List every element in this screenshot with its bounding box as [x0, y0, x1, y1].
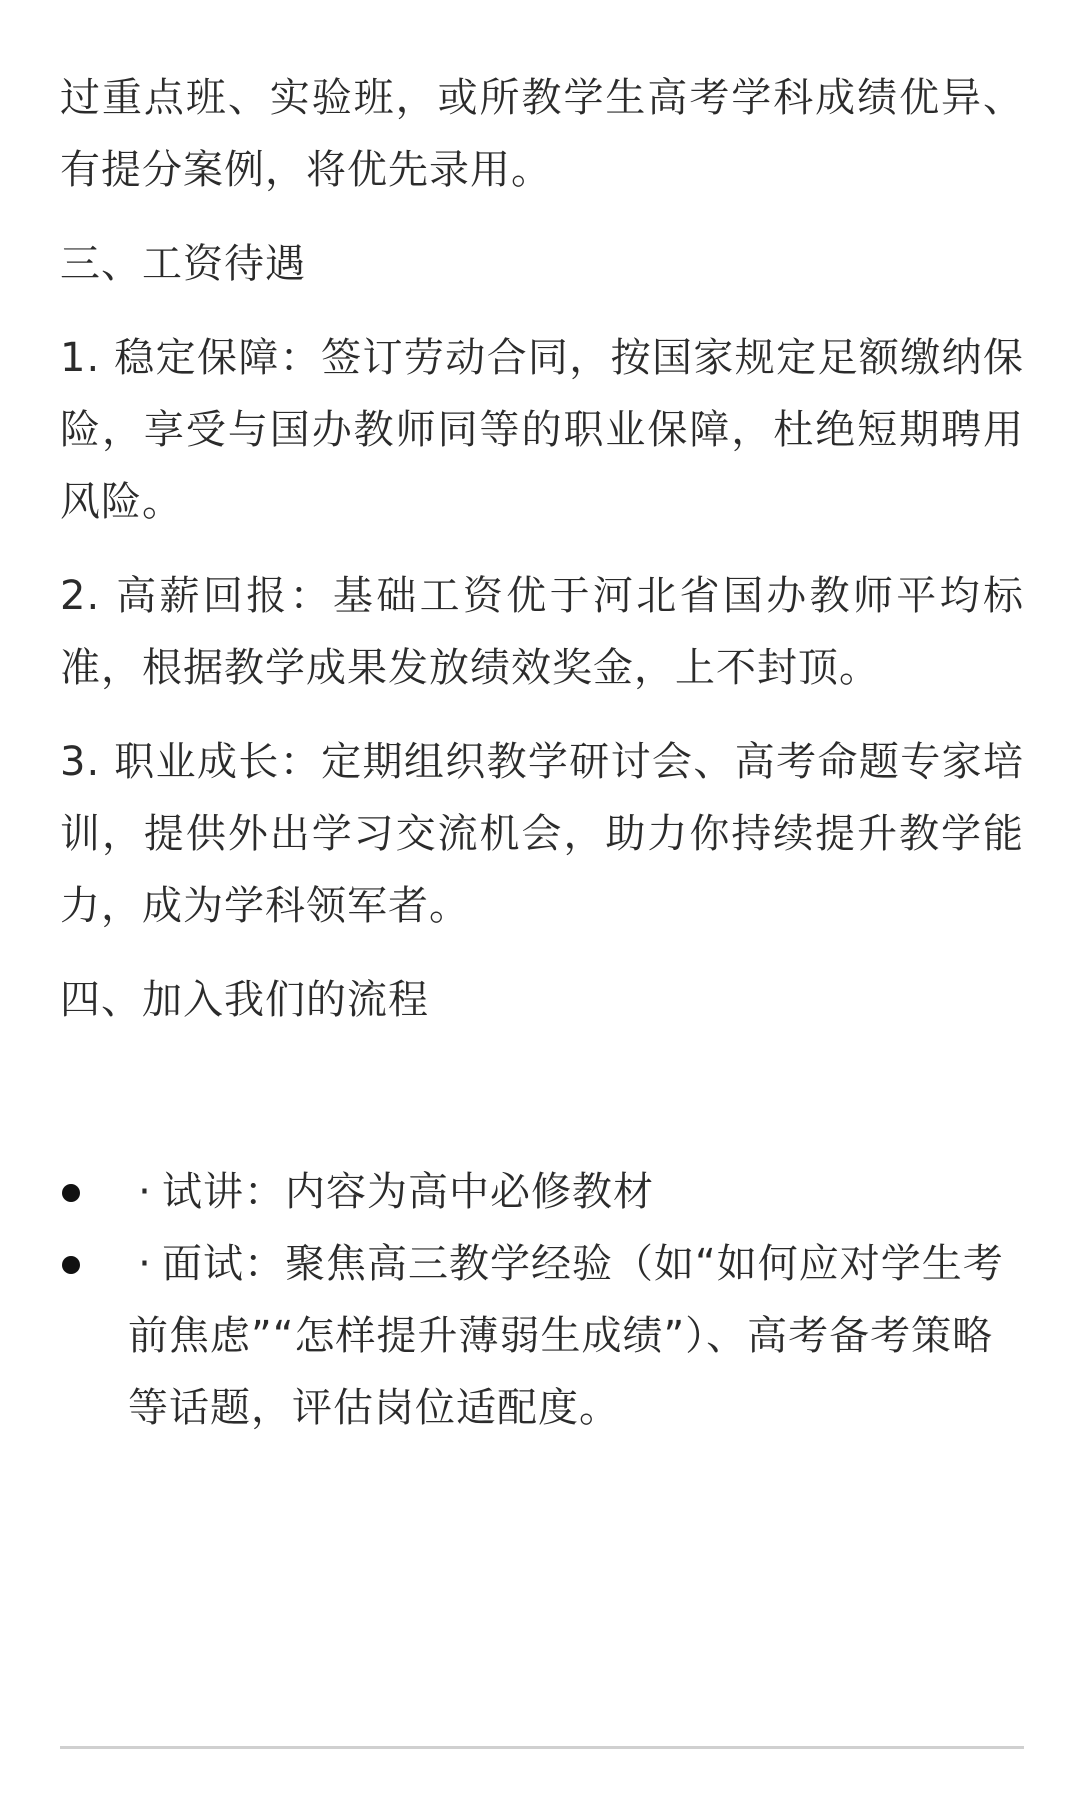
bottom-divider [60, 1746, 1024, 1749]
article-body [60, 62, 1024, 1444]
middot-marker: · [138, 1169, 152, 1215]
section-spacer [60, 1058, 1024, 1156]
process-step-trial-lecture: 试讲：内容为高中必修教材 [162, 1169, 654, 1215]
salary-item-growth: 3. 职业成长：定期组织教学研讨会、高考命题专家培训，提供外出学习交流机会，助力你持续提升教学能力，成为学科领军者。 [60, 739, 1024, 929]
list-item [60, 1228, 1024, 1444]
salary-item-pay: 2. 高薪回报：基础工资优于河北省国办教师平均标准，根据教学成果发放绩效奖金，上不封顶。 [60, 573, 1024, 691]
intro-paragraph: 过重点班、实验班，或所教学生高考学科成绩优异、有提分案例，将优先录用。 [60, 75, 1024, 193]
process-step-interview: 面试：聚焦高三教学经验（如“如何应对学生考前焦虑”“怎样提升薄弱生成绩”）、高考备考策略等话题，评估岗位适配度。 [128, 1241, 1004, 1431]
bullet-icon [62, 1184, 80, 1202]
salary-item-stability: 1. 稳定保障：签订劳动合同，按国家规定足额缴纳保险，享受与国办教师同等的职业保障，杜绝短期聘用风险。 [60, 335, 1024, 525]
section-heading-process: 四、加入我们的流程 [60, 977, 429, 1023]
bullet-icon [62, 1256, 80, 1274]
list-item [60, 1156, 1024, 1228]
section-heading-salary: 三、工资待遇 [60, 241, 306, 287]
process-list [60, 1156, 1024, 1444]
middot-marker: · [138, 1241, 152, 1287]
